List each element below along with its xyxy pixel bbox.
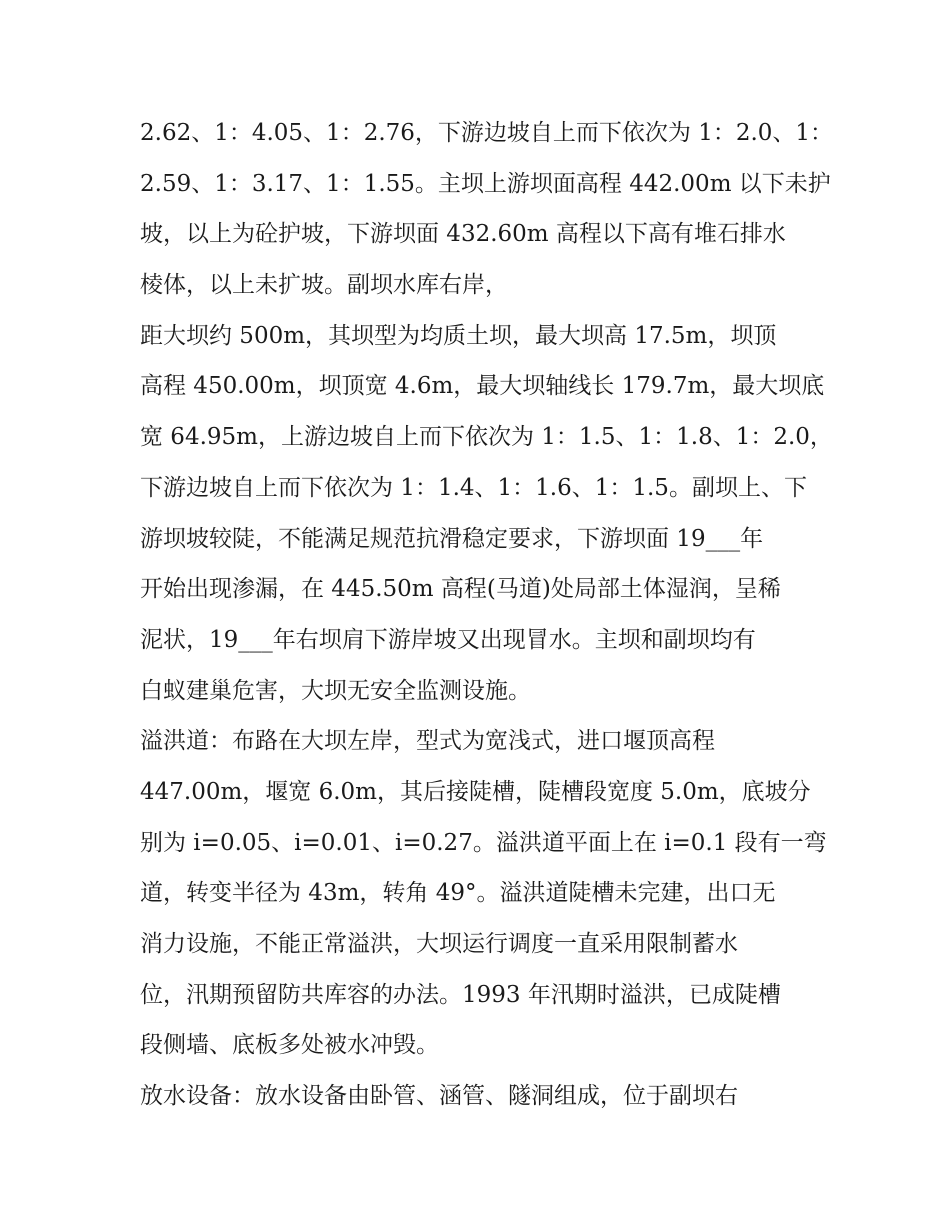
text-line: 别为 i=0.05、i=0.01、i=0.27。溢洪道平面上在 i=0.1 段有一弯 xyxy=(140,829,827,856)
text-line: 溢洪道：布路在大坝左岸，型式为宽浅式，进口堰顶高程 xyxy=(140,728,715,755)
text-line: 开始出现渗漏，在 445.50m 高程(马道)处局部土体湿润，呈稀 xyxy=(140,576,781,603)
text-line: 放水设备：放水设备由卧管、涵管、隧洞组成，位于副坝右 xyxy=(140,1083,738,1110)
text-line: 游坝坡较陡，不能满足规范抗滑稳定要求，下游坝面 19___年 xyxy=(140,525,764,552)
text-line: 2.59、1：3.17、1：1.55。主坝上游坝面高程 442.00m 以下未护 xyxy=(140,170,831,197)
body-text xyxy=(140,108,834,1122)
text-line: 道，转变半径为 43m，转角 49°。溢洪道陡槽未完建，出口无 xyxy=(140,880,776,907)
text-line: 消力设施，不能正常溢洪，大坝运行调度一直采用限制蓄水 xyxy=(140,931,738,957)
text-line: 白蚁建巢危害，大坝无安全监测设施。 xyxy=(140,677,531,704)
text-line: 位，汛期预留防共库容的办法。1993 年汛期时溢洪，已成陡槽 xyxy=(140,981,781,1008)
text-line: 坡，以上为砼护坡，下游坝面 432.60m 高程以下高有堆石排水 xyxy=(140,221,786,248)
text-line: 宽 64.95m，上游边坡自上而下依次为 1：1.5、1：1.8、1：2.0， xyxy=(140,424,833,451)
text-line: 2.62、1：4.05、1：2.76，下游边坡自上而下依次为 1：2.0、1： xyxy=(140,120,834,146)
text-line: 泥状，19___年右坝肩下游岸坡又出现冒水。主坝和副坝均有 xyxy=(140,626,756,653)
text-line: 高程 450.00m，坝顶宽 4.6m，最大坝轴线长 179.7m，最大坝底 xyxy=(140,373,825,400)
text-line: 下游边坡自上而下依次为 1：1.4、1：1.6、1：1.5。副坝上、下 xyxy=(140,474,807,501)
text-line: 棱体，以上未扩坡。副坝水库右岸， xyxy=(140,272,508,299)
text-line: 段侧墙、底板多处被水冲毁。 xyxy=(140,1032,439,1059)
text-line: 距大坝约 500m，其坝型为均质土坝，最大坝高 17.5m，坝顶 xyxy=(140,322,777,349)
text-line: 447.00m，堰宽 6.0m，其后接陡槽，陡槽段宽度 5.0m，底坡分 xyxy=(140,778,811,805)
